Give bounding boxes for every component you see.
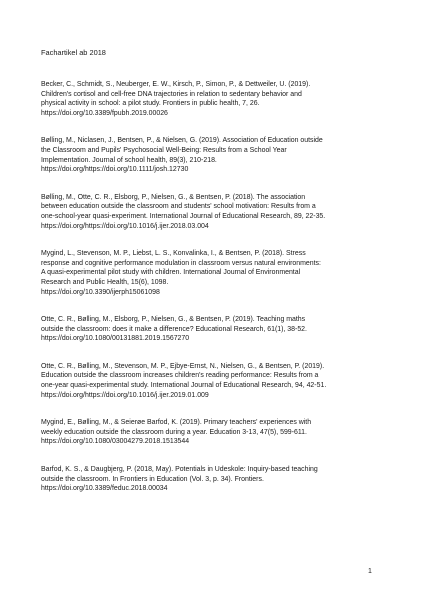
reference-text-line: https://doi.org/10.3390/ijerph15061098	[41, 288, 160, 296]
reference-text-line: https://doi.org/https://doi.org/10.1016/j.ijer.2019.01.009	[41, 391, 209, 399]
page-heading: Fachartikel ab 2018	[41, 48, 106, 57]
reference-entry	[41, 418, 396, 447]
reference-text-line: outside the classroom. In Frontiers in Education (Vol. 3, p. 34). Frontiers.	[41, 475, 264, 483]
reference-text-line: response and cognitive performance modulation in classroom versus natural environments:	[41, 259, 321, 267]
reference-text-line: one-school-year quasi-experiment. International Journal of Educational Research, 89, 22-35.	[41, 212, 326, 220]
reference-text-line: https://doi.org/https://doi.org/10.1016/j.ijer.2018.03.004	[41, 222, 209, 230]
reference-text-line: Otte, C. R., Bølling, M., Elsborg, P., Nielsen, G., & Bentsen, P. (2019). Teaching maths	[41, 316, 306, 324]
reference-text-line: weekly education outside the classroom during a year. Education 3-13, 47(5), 599-611.	[41, 428, 307, 436]
page-number: 1	[368, 568, 372, 575]
reference-text-line: Research and Public Health, 15(6), 1098.	[41, 278, 169, 286]
reference-text-line: Becker, C., Schmidt, S., Neuberger, E. W., Kirsch, P., Simon, P., & Dettweiler, U. (2019).	[41, 81, 311, 88]
reference-entry	[41, 80, 396, 118]
reference-text-line: Barfod, K. S., & Daugbjerg, P. (2018, May). Potentials in Udeskole: Inquiry-based teaching	[41, 466, 318, 474]
reference-text-line: Bølling, M., Niclasen, J., Bentsen, P., & Nielsen, G. (2019). Association of Education outside	[41, 137, 323, 145]
reference-entry	[41, 315, 396, 344]
reference-text-line: Bølling, M., Otte, C. R., Elsborg, P., Nielsen, G., & Bentsen, P. (2018). The association	[41, 193, 306, 201]
reference-list	[41, 80, 396, 512]
reference-entry	[41, 193, 396, 231]
reference-text-line: Education outside the classroom increases children's reading performance: Results from a	[41, 372, 319, 380]
reference-text-line: between education outside the classroom and students' school motivation: Results from a	[41, 203, 316, 211]
reference-text-line: the Classroom and Pupils' Psychosocial Well-Being: Results from a School Year	[41, 146, 287, 154]
reference-text-line: physical activity in school: a pilot study. Frontiers in public health, 7, 26.	[41, 100, 260, 108]
reference-text-line: https://doi.org/10.3389/fpubh.2019.00026	[41, 109, 168, 117]
reference-text-line: outside the classroom: does it make a difference? Educational Research, 61(1), 38-52.	[41, 325, 307, 333]
reference-entry	[41, 465, 396, 494]
reference-text-line: Implementation. Journal of school health, 89(3), 210-218.	[41, 156, 217, 164]
reference-text-line: A quasi-experimental pilot study with children. International Journal of Environmental	[41, 269, 301, 277]
reference-text-line: https://doi.org/https://doi.org/10.1111/josh.12730	[41, 166, 189, 174]
reference-text-line: Otte, C. R., Bølling, M., Stevenson, M. P., Ejbye-Ernst, N., Nielsen, G., & Bentsen, P. (2019).	[41, 362, 325, 370]
reference-text-line: https://doi.org/10.3389/feduc.2018.00034	[41, 485, 168, 493]
reference-text-line: https://doi.org/10.1080/00131881.2019.1567270	[41, 335, 190, 343]
reference-entry	[41, 362, 396, 400]
reference-text-line: Children's cortisol and cell-free DNA trajectories in relation to sedentary behavior and	[41, 90, 302, 98]
reference-text-line: Mygind, E., Bølling, M., & Seierøe Barfod, K. (2019). Primary teachers' experiences with	[41, 419, 312, 427]
reference-text-line: https://doi.org/10.1080/03004279.2018.1513544	[41, 438, 190, 446]
reference-entry	[41, 249, 396, 297]
reference-text-line: one-year quasi-experimental study. International Journal of Educational Research, 94, 42-51.	[41, 382, 327, 390]
reference-text-line: Mygind, L., Stevenson, M. P., Liebst, L. S., Konvalinka, I., & Bentsen, P. (2018). Stress	[41, 250, 306, 258]
reference-entry	[41, 136, 396, 174]
